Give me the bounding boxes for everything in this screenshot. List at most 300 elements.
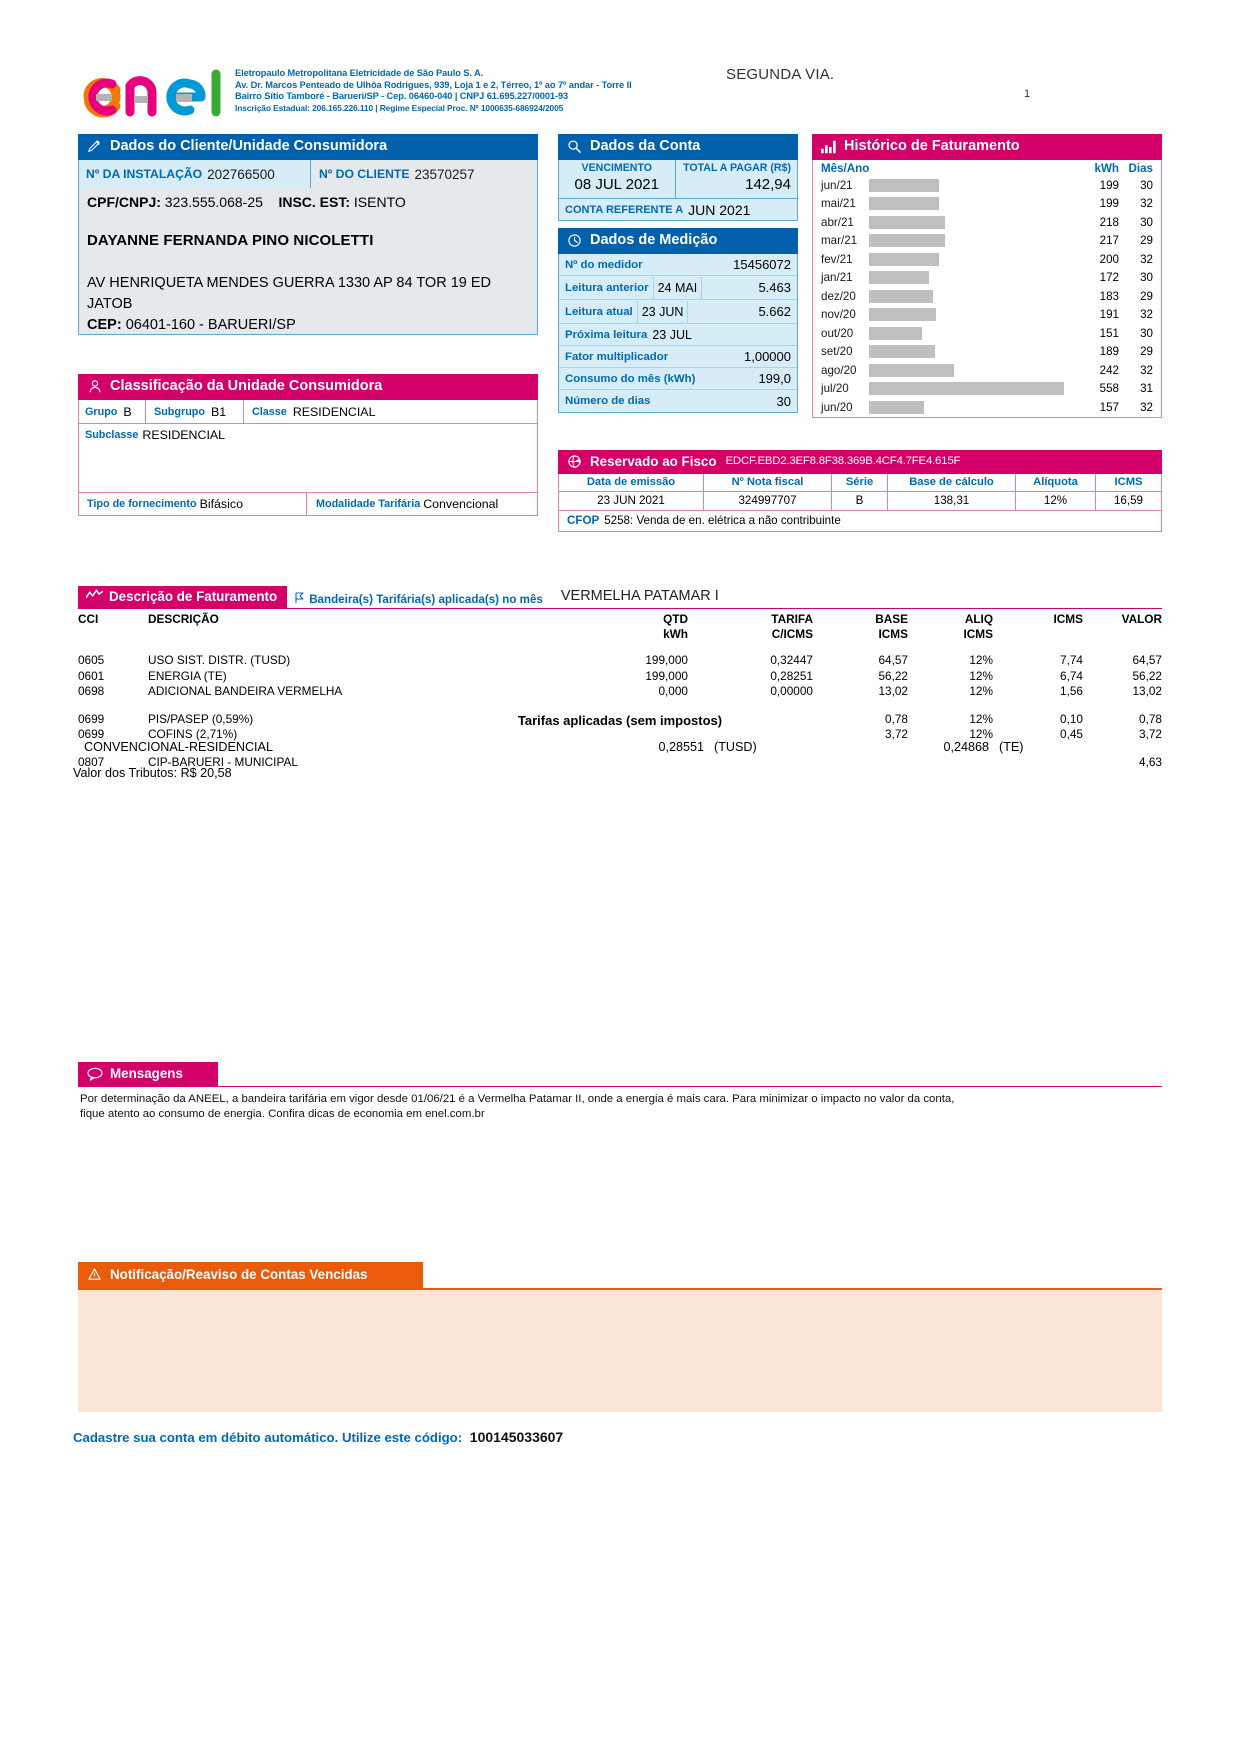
billing-cell-valor: 64,57	[1132, 653, 1162, 667]
classe-value: RESIDENCIAL	[292, 404, 376, 419]
billing-header-row-2	[78, 627, 1162, 641]
classe-field	[244, 400, 537, 423]
speech-bubble-icon	[86, 1065, 103, 1082]
history-bar-wrap	[866, 197, 1079, 210]
billing-cell-valor: 56,22	[1132, 668, 1162, 683]
billing-cell-aliq: 12%	[969, 684, 993, 698]
billing-title-block	[78, 586, 287, 608]
history-kwh: 218	[1099, 215, 1119, 229]
messages-panel	[78, 1062, 1162, 1121]
history-row	[821, 269, 1153, 288]
flag-icon	[295, 592, 304, 607]
next-reading-date: 23 JUL	[652, 327, 692, 342]
billing-cell-valor: 13,02	[1132, 684, 1162, 698]
fiscal-header-rate: Alíquota	[1016, 474, 1096, 491]
history-month: set/20	[821, 345, 853, 359]
billing-cell-cci: 0699	[78, 727, 105, 741]
customer-address: AV HENRIQUETA MENDES GUERRA 1330 AP 84 TOR 19 ED JATOB	[87, 275, 492, 312]
history-bar-wrap	[866, 327, 1079, 340]
notification-panel-title: Notificação/Reaviso de Contas Vencidas	[110, 1266, 368, 1282]
subgrupo-field	[146, 400, 244, 423]
billing-cell-cci: 0605	[78, 653, 105, 667]
meter-number-label: Nº do medidor	[565, 258, 643, 271]
current-reading-value: 5.662	[758, 304, 791, 319]
subclasse-label: Subclasse	[85, 429, 139, 441]
billing-row	[78, 755, 1162, 771]
history-bar-wrap	[866, 216, 1079, 229]
billing-underline	[78, 608, 1162, 609]
multiplier-factor-value: 1,00000	[744, 349, 791, 364]
notification-panel-header	[78, 1262, 423, 1288]
billing-subheader-kwh: kWh	[663, 627, 688, 641]
measurement-panel	[558, 228, 798, 413]
message-line-2: fique atento ao consumo de energia. Confira dicas de economia em enel.com.br	[80, 1107, 485, 1120]
account-data-panel	[558, 134, 798, 221]
history-days: 32	[1140, 363, 1153, 377]
billing-cell-description: PIS/PASEP (0,59%)	[148, 711, 254, 726]
fornecimento-label: Tipo de fornecimento	[87, 498, 197, 510]
reference-month-value: JUN 2021	[688, 201, 751, 218]
meter-number-value: 15456072	[733, 257, 791, 272]
billing-cell-icms: 0,10	[1060, 711, 1083, 726]
billing-group-municipal	[78, 755, 1162, 771]
fiscal-rate: 12%	[1016, 492, 1096, 510]
subclasse-value: RESIDENCIAL	[142, 428, 226, 442]
client-number-label: Nº DO CLIENTE	[319, 167, 410, 181]
billing-cell-qtd: 199,000	[645, 653, 688, 667]
grupo-field	[79, 400, 146, 423]
auto-debit-code: 100145033607	[469, 1429, 564, 1445]
messages-panel-header	[78, 1062, 218, 1086]
history-panel-title: Histórico de Faturamento	[844, 138, 1020, 155]
cep-value: 06401-160 - BARUERI/SP	[125, 317, 296, 333]
fiscal-invoice-number: 324997707	[704, 492, 832, 510]
history-panel-header	[812, 134, 1162, 160]
billing-cell-base: 64,57	[878, 653, 908, 667]
classification-spacer	[79, 446, 537, 492]
billing-cell-valor: 0,78	[1139, 711, 1162, 726]
measurement-row	[559, 324, 797, 346]
messages-body	[78, 1087, 1162, 1121]
grupo-label: Grupo	[85, 405, 118, 418]
history-row	[821, 287, 1153, 306]
billing-cell-aliq: 12%	[969, 653, 993, 667]
billing-cell-icms	[993, 755, 1083, 771]
history-bar	[869, 216, 945, 229]
company-line-2: Av. Dr. Marcos Penteado de Ulhôa Rodrigues, 939, Loja 1 e 2, Térreo, 1º ao 7º andar - Torre II	[235, 79, 632, 90]
history-bar	[869, 382, 1064, 395]
measurement-row	[559, 300, 797, 324]
total-amount-field	[676, 160, 798, 198]
billing-cell-icms: 0,45	[1060, 727, 1083, 741]
person-icon	[86, 378, 103, 395]
classification-panel	[78, 374, 538, 516]
history-kwh: 217	[1099, 234, 1119, 248]
history-rows	[821, 176, 1153, 417]
history-month: jan/21	[821, 271, 853, 285]
current-reading-date: 23 JUN	[637, 301, 689, 323]
previous-reading-date: 24 MAI	[653, 277, 703, 299]
client-panel-body	[78, 160, 538, 335]
billing-row	[78, 653, 1162, 669]
billing-cell-tarifa: 0,28251	[770, 668, 813, 683]
fiscal-header-series: Série	[832, 474, 888, 491]
auto-debit-line	[73, 1429, 563, 1445]
billing-cell-base: 0,78	[885, 711, 908, 726]
history-bar	[869, 197, 939, 210]
measurement-row	[559, 368, 797, 390]
measurement-row	[559, 346, 797, 368]
current-reading-label: Leitura atual	[565, 305, 633, 318]
classification-panel-header	[78, 374, 538, 400]
fiscal-icms: 16,59	[1113, 494, 1143, 507]
billing-cell-icms: 6,74	[1060, 668, 1083, 683]
subgrupo-label: Subgrupo	[154, 405, 205, 418]
due-date-label: VENCIMENTO	[581, 162, 652, 174]
billing-cell-qtd	[558, 755, 688, 771]
billing-header-cci: CCI	[78, 612, 99, 626]
billing-header-row-1	[78, 612, 1162, 626]
subgrupo-value: B1	[210, 404, 227, 419]
applied-tariffs-row	[78, 740, 1162, 754]
billing-cell-description: ADICIONAL BANDEIRA VERMELHA	[148, 684, 343, 698]
cep-label: CEP:	[87, 317, 122, 333]
messages-panel-title: Mensagens	[110, 1065, 183, 1081]
fiscal-calc-base: 138,31	[888, 492, 1016, 510]
modalidade-label: Modalidade Tarifária	[316, 498, 421, 510]
cfop-value: 5258: Venda de en. elétrica a não contribuinte	[604, 514, 841, 527]
chart-line-icon	[86, 589, 103, 604]
measurement-row	[559, 390, 797, 412]
history-row	[821, 324, 1153, 343]
history-days: 30	[1140, 326, 1153, 340]
fornecimento-field	[79, 493, 307, 515]
total-taxes-value: Valor dos Tributos: R$ 20,58	[73, 766, 232, 780]
history-kwh: 242	[1099, 363, 1119, 377]
billing-cell-description: CIP-BARUERI - MUNICIPAL	[148, 754, 298, 769]
cfop-row	[559, 510, 1161, 531]
history-days: 29	[1140, 289, 1153, 303]
account-panel-title: Dados da Conta	[590, 138, 701, 155]
history-kwh: 199	[1099, 197, 1119, 211]
installation-label: Nº DA INSTALAÇÃO	[86, 167, 203, 181]
history-col-days: Dias	[1128, 162, 1153, 175]
days-count-value: 30	[776, 393, 791, 409]
history-days: 29	[1140, 234, 1153, 248]
history-column-headers	[821, 162, 1153, 175]
history-month: ago/20	[821, 363, 857, 377]
due-date-field	[559, 160, 676, 198]
billing-subheader-cicms: C/ICMS	[771, 627, 813, 641]
company-info	[235, 68, 665, 114]
history-days: 32	[1140, 252, 1153, 266]
history-bar-wrap	[866, 364, 1079, 377]
history-kwh: 189	[1099, 345, 1119, 359]
billing-row	[78, 684, 1162, 700]
cpf-label: CPF/CNPJ:	[87, 194, 161, 210]
pencil-icon	[86, 138, 103, 155]
billing-header-valor: VALOR	[1121, 612, 1162, 626]
copy-notice: SEGUNDA VIA.	[726, 66, 835, 83]
fiscal-header-invoice-number: Nº Nota fiscal	[704, 474, 832, 491]
reference-month-label: CONTA REFERENTE A	[565, 203, 684, 216]
fornecimento-value: Bifásico	[199, 497, 243, 511]
history-col-month: Mês/Ano	[821, 162, 870, 175]
fiscal-panel-title: Reservado ao Fisco	[590, 453, 717, 469]
history-bar	[869, 234, 945, 247]
auto-debit-label: Cadastre sua conta em débito automático. Utilize este código:	[73, 1430, 463, 1445]
billing-cell-aliq: 12%	[969, 727, 993, 741]
monthly-consumption-value: 199,0	[758, 371, 791, 386]
history-bar-wrap	[866, 234, 1079, 247]
tariff-value-te: 0,24868	[943, 740, 989, 754]
client-data-panel	[78, 134, 538, 335]
history-bar	[869, 401, 924, 414]
message-line-1: Por determinação da ANEEL, a bandeira tarifária em vigor desde 01/06/21 é a Vermelha Patamar II, onde a energia é mais cara. Para minimizar o impacto no valor da conta,	[80, 1093, 955, 1105]
billing-history-panel	[812, 134, 1162, 418]
billing-cell-cci: 0698	[78, 684, 105, 698]
total-amount-value: 142,94	[745, 176, 791, 193]
cpf-value: 323.555.068-25	[164, 194, 263, 210]
fiscal-header-calc-base: Base de cálculo	[888, 474, 1016, 491]
billing-cell-tarifa: 0,32447	[770, 653, 813, 667]
client-info-area	[79, 188, 537, 334]
history-bar-wrap	[866, 290, 1079, 303]
billing-cell-tarifa	[688, 755, 813, 771]
tariff-unit-te: (TE)	[999, 740, 1024, 754]
customer-cep-line	[87, 315, 529, 336]
history-row	[821, 361, 1153, 380]
notification-body	[78, 1290, 1162, 1412]
history-days: 29	[1140, 345, 1153, 359]
history-kwh: 199	[1099, 178, 1119, 192]
fiscal-header-icms: ICMS	[1114, 476, 1143, 488]
billing-cell-aliq: 12%	[969, 711, 993, 726]
clock-icon	[566, 232, 583, 249]
fiscal-table-header	[559, 474, 1161, 491]
history-row	[821, 250, 1153, 269]
history-month: out/20	[821, 326, 854, 340]
billing-cell-base: 56,22	[878, 668, 908, 683]
history-kwh: 183	[1099, 289, 1119, 303]
fiscal-series: B	[832, 492, 888, 510]
total-amount-label: TOTAL A PAGAR (R$)	[683, 162, 791, 174]
history-days: 30	[1140, 178, 1153, 192]
previous-reading-value: 5.463	[758, 280, 791, 295]
billing-header-qtd: QTD	[663, 612, 688, 626]
modalidade-value: Convencional	[423, 497, 499, 511]
billing-subheader-icms2: ICMS	[963, 627, 993, 641]
previous-reading-label: Leitura anterior	[565, 281, 649, 294]
history-row	[821, 306, 1153, 325]
insc-est-value: ISENTO	[353, 194, 406, 210]
billing-header-desc: DESCRIÇÃO	[148, 612, 219, 626]
billing-row	[78, 669, 1162, 685]
account-panel-body	[558, 160, 798, 221]
company-line-4: Inscrição Estadual: 206.165.226.110 | Regime Especial Proc. Nº 1000635-686924/2005	[235, 102, 564, 113]
billing-cell-icms: 7,74	[1060, 653, 1083, 667]
history-bar	[869, 364, 954, 377]
billing-cell-cci: 0699	[78, 711, 105, 726]
applied-tariffs-title: Tarifas aplicadas (sem impostos)	[517, 713, 723, 728]
history-month: abr/21	[821, 215, 854, 229]
history-days: 32	[1140, 197, 1153, 211]
multiplier-factor-label: Fator multiplicador	[565, 350, 669, 363]
measurement-row	[559, 254, 797, 276]
history-days: 32	[1140, 400, 1153, 414]
history-days: 30	[1140, 271, 1153, 285]
insc-est-label: INSC. EST:	[278, 194, 351, 210]
history-month: mai/21	[821, 197, 856, 211]
history-bar-wrap	[866, 401, 1079, 414]
cpf-line	[87, 194, 529, 210]
fiscal-header-emission-date: Data de emissão	[559, 474, 704, 491]
billing-header-tarifa: TARIFA	[771, 612, 813, 626]
history-bar	[869, 345, 935, 358]
client-panel-header	[78, 134, 538, 160]
history-kwh: 157	[1099, 400, 1119, 414]
history-month: jun/21	[821, 178, 853, 192]
installation-value: 202766500	[207, 166, 275, 182]
account-panel-header	[558, 134, 798, 160]
company-line-1: Eletropaulo Metropolitana Eletricidade de São Paulo S. A.	[235, 68, 484, 78]
modalidade-field	[307, 493, 537, 515]
billing-description-title: Descrição de Faturamento	[109, 589, 278, 604]
history-kwh: 191	[1099, 308, 1119, 322]
fiscal-access-key: EDCF.EBD2.3EF8.8F38.369B.4CF4.7FE4.615F	[725, 454, 961, 467]
fiscal-table-row	[559, 491, 1161, 510]
billing-cell-cci: 0601	[78, 668, 105, 683]
history-kwh: 172	[1099, 271, 1119, 285]
client-panel-title: Dados do Cliente/Unidade Consumidora	[110, 138, 388, 155]
history-month: jul/20	[821, 382, 849, 396]
history-month: mar/21	[821, 234, 858, 248]
history-days: 30	[1140, 215, 1153, 229]
history-row	[821, 398, 1153, 417]
history-bar-wrap	[866, 179, 1079, 192]
billing-cell-qtd: 0,000	[658, 684, 688, 698]
history-bar-wrap	[866, 271, 1079, 284]
billing-group-energy	[78, 653, 1162, 700]
billing-cell-base	[813, 755, 908, 771]
installation-field	[79, 160, 311, 188]
subclasse-field	[79, 424, 537, 446]
history-days: 31	[1140, 382, 1153, 396]
reference-month-field	[559, 198, 797, 220]
tariff-flag-value: VERMELHA PATAMAR I	[560, 588, 719, 604]
history-days: 32	[1140, 308, 1153, 322]
measurement-row	[559, 276, 797, 300]
billing-cell-description: COFINS (2,71%)	[148, 727, 238, 741]
history-kwh: 200	[1099, 252, 1119, 266]
enel-logo	[78, 66, 228, 118]
history-col-kwh: kWh	[1094, 162, 1119, 175]
history-row	[821, 343, 1153, 362]
history-bar	[869, 327, 922, 340]
measurement-panel-body	[558, 254, 798, 413]
history-bar	[869, 253, 939, 266]
classification-panel-body	[78, 400, 538, 516]
billing-cell-description: ENERGIA (TE)	[148, 668, 227, 683]
tariff-value-tusd: 0,28551	[658, 740, 704, 754]
history-month: fev/21	[821, 252, 853, 266]
client-number-field	[311, 160, 537, 188]
history-bar	[869, 271, 929, 284]
billing-cell-aliq: 12%	[969, 668, 993, 683]
billing-cell-valor: 4,63	[1139, 754, 1162, 769]
classe-label: Classe	[252, 405, 287, 418]
bar-chart-icon	[820, 138, 837, 155]
history-kwh: 558	[1099, 382, 1119, 396]
history-row	[821, 176, 1153, 195]
history-bar-wrap	[866, 345, 1079, 358]
history-bar-wrap	[866, 308, 1079, 321]
fiscal-emission-date: 23 JUN 2021	[559, 492, 704, 510]
client-number-value: 23570257	[414, 166, 475, 182]
history-bar	[869, 290, 933, 303]
measurement-panel-title: Dados de Medição	[590, 232, 718, 249]
history-month: jun/20	[821, 400, 853, 414]
company-line-3: Bairro Sítio Tamboré - Barueri/SP - Cep. 06460-040 | CNPJ 61.695.227/0001-93	[235, 91, 569, 102]
due-date-value: 08 JUL 2021	[574, 176, 659, 193]
globe-icon	[566, 453, 583, 470]
history-bar	[869, 308, 936, 321]
tariff-name: CONVENCIONAL-RESIDENCIAL	[84, 740, 273, 754]
tariff-flag-label: Bandeira(s) Tarifária(s) aplicada(s) no mês	[309, 592, 543, 606]
monthly-consumption-label: Consumo do mês (kWh)	[565, 372, 696, 385]
billing-subheader-icms1: ICMS	[878, 627, 908, 641]
history-row	[821, 213, 1153, 232]
customer-name: DAYANNE FERNANDA PINO NICOLETTI	[87, 232, 374, 249]
billing-header-icms: ICMS	[1053, 612, 1083, 626]
search-icon	[566, 138, 583, 155]
days-count-label: Número de dias	[565, 395, 651, 407]
fiscal-panel	[558, 450, 1162, 532]
billing-cell-qtd: 199,000	[645, 668, 688, 683]
billing-cell-tarifa: 0,00000	[770, 684, 813, 698]
cfop-label: CFOP	[567, 514, 600, 527]
history-row	[821, 195, 1153, 214]
billing-cell-icms: 1,56	[1060, 684, 1083, 698]
history-panel-body	[812, 160, 1162, 418]
billing-cell-base: 13,02	[878, 684, 908, 698]
history-bar-wrap	[866, 253, 1079, 266]
history-row	[821, 380, 1153, 399]
classification-panel-title: Classificação da Unidade Consumidora	[110, 378, 383, 395]
history-row	[821, 232, 1153, 251]
billing-cell-base: 3,72	[885, 727, 908, 741]
fiscal-panel-header	[558, 450, 1162, 474]
billing-header-base: BASE	[875, 612, 908, 626]
measurement-panel-header	[558, 228, 798, 254]
tariff-unit-tusd: (TUSD)	[714, 740, 757, 754]
billing-header-aliq: ALIQ	[964, 612, 993, 626]
history-bar-wrap	[866, 382, 1079, 395]
notification-panel	[78, 1262, 1162, 1412]
history-bar	[869, 179, 939, 192]
page-number: 1	[1024, 88, 1031, 100]
fiscal-panel-body	[558, 474, 1162, 532]
billing-cell-description: USO SIST. DISTR. (TUSD)	[148, 653, 291, 667]
history-kwh: 151	[1099, 326, 1119, 340]
billing-description-header	[78, 586, 1162, 609]
billing-cell-aliq	[908, 755, 993, 771]
billing-cell-valor: 3,72	[1139, 727, 1162, 741]
history-month: nov/20	[821, 308, 856, 322]
tariff-flag-block	[287, 586, 543, 608]
billing-cell-cci: 0807	[78, 754, 105, 769]
history-month: dez/20	[821, 289, 856, 303]
